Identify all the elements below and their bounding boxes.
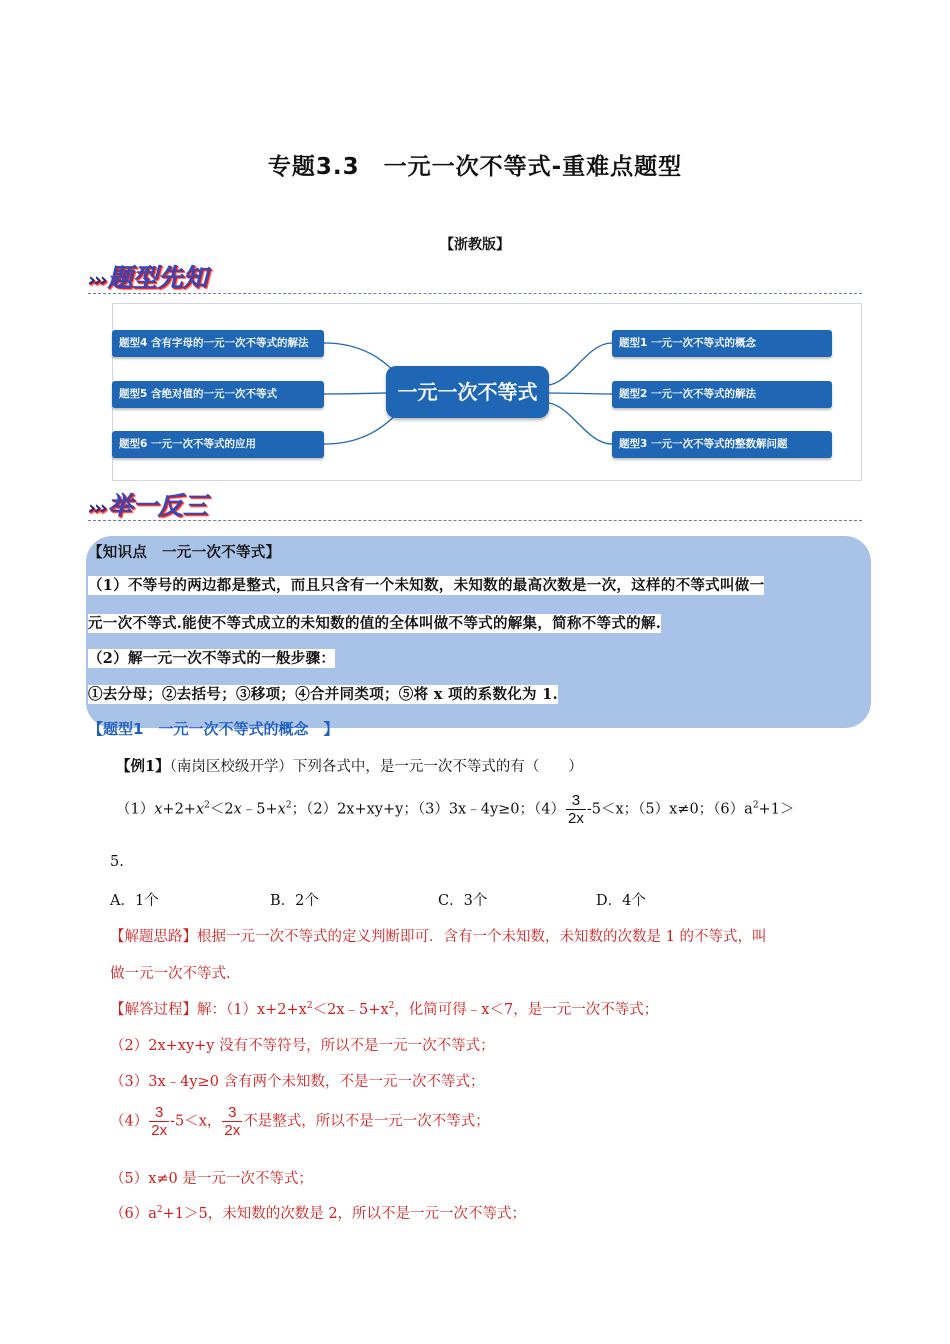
solution-line4: （4） $\frac{3}{2x}$ -5＜x， $\frac{3}{2x}$ 不是整式，所以不是一元一次不等式； (110, 1104, 490, 1139)
analysis-line1: 【解题思路】根据一元一次不等式的定义判断即可．含有一个未知数，未知数的次数是 1 的不等式，叫 (110, 929, 767, 945)
knowledge-p3: ①去分母；②去括号；③移项；④合并同类项；⑤将 x 项的系数化为 1. (88, 686, 558, 703)
page-title: 专题3.3 一元一次不等式-重难点题型 (267, 154, 683, 180)
solution-line5: （5）x≠0 是一元一次不等式； (110, 1171, 313, 1187)
mindmap-center-node: 一元一次不等式 (386, 366, 549, 418)
fraction: $\frac{3}{2x}$ (568, 792, 584, 827)
mindmap-node-type1: 题型1 一元一次不等式的概念 (612, 330, 832, 357)
mindmap-node-type6: 题型6 一元一次不等式的应用 (112, 431, 324, 458)
example-label: 【例1】 (116, 758, 170, 775)
triple-arrow-icon: ››› (88, 497, 106, 519)
mindmap-node-type4: 题型4 含有字母的一元一次不等式的解法 (112, 330, 324, 357)
type1-heading: 【题型1 一元一次不等式的概念 】 (88, 720, 339, 738)
banner-question-types (88, 258, 208, 294)
option-a: A．1个 (110, 893, 159, 909)
option-d: D．4个 (596, 893, 646, 909)
fraction: $\frac{3}{2x}$ (151, 1104, 168, 1139)
solution-line6: $(6)a^2+1>5$，未知数的次数是 2，所以不是一元一次不等式； (110, 1205, 527, 1222)
analysis-label: 【解题思路】 (110, 929, 197, 945)
solution-label: 【解答过程】 (110, 1002, 197, 1018)
knowledge-p1a: （1）不等号的两边都是整式，而且只含有一个未知数，未知数的最高次数是一次，这样的不等式叫做一 (88, 577, 765, 594)
knowledge-p1b: 元一次不等式.能使不等式成立的未知数的值的全体叫做不等式的解集，简称不等式的解. (88, 615, 662, 632)
fraction: $\frac{3}{2x}$ (224, 1104, 241, 1139)
solution-line1: 【解答过程】解：$(1)x+2+x^2<2x﹣5+x^2$，化简可得﹣x＜7，是一元一次不等式； (110, 1001, 659, 1018)
option-b: B．2个 (270, 893, 319, 909)
divider (88, 293, 862, 294)
edition-label: 【浙教版】 (440, 237, 510, 253)
knowledge-p2: （2）解一元一次不等式的一般步骤： (88, 650, 336, 667)
divider (88, 520, 862, 521)
mindmap-node-type5: 题型5 含绝对值的一元一次不等式 (112, 381, 324, 408)
mindmap-node-type3: 题型3 一元一次不等式的整数解问题 (612, 431, 832, 458)
example-stem: 【例1】（南岗区校级开学）下列各式中，是一元一次不等式的有（ ） (116, 758, 583, 775)
solution-line2: （2）2x+xy+y 没有不等符号，所以不是一元一次不等式； (110, 1038, 495, 1054)
solution-line3: （3）3x﹣4y≥0 含有两个未知数，不是一元一次不等式； (110, 1074, 485, 1090)
option-c: C．3个 (438, 893, 488, 909)
banner-text: 题型先知 (107, 263, 208, 292)
knowledge-heading: 【知识点 一元一次不等式】 (88, 544, 281, 561)
example-wrap: 5. (110, 854, 124, 870)
banner-practice (88, 486, 208, 522)
mindmap-node-type2: 题型2 一元一次不等式的解法 (612, 381, 832, 408)
analysis-line2: 做一元一次不等式. (110, 966, 231, 982)
banner-text: 举一反三 (107, 491, 208, 520)
example-items: $(1)x+2+x^2<2x﹣5+x^2$；（2）2x+xy+y；（3）3x﹣4y≥0；（4） $\frac{3}{2x}$ -5＜x；（5）x≠0；$(6)a^2+1>$ (116, 792, 795, 827)
triple-arrow-icon: ››› (88, 269, 106, 291)
